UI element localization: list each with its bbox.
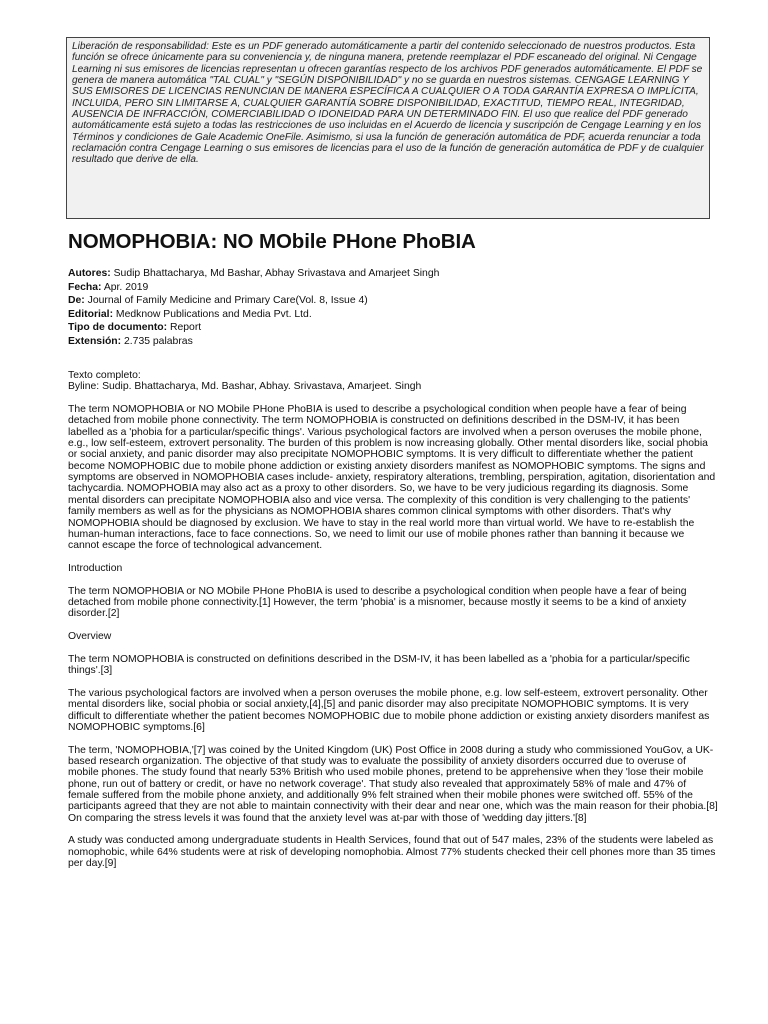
overview-heading: Overview: [68, 631, 112, 643]
article-title: NOMOPHOBIA: NO MObile PHone PhoBIA: [68, 230, 476, 253]
overview-paragraph: The various psychological factors are involved when a person overuses the mobile phone, e.g. low self-esteem, extrovert personality. Other mental disorders like, social phobia or social anxiety,[4],[5] and panic disorder may also precipitate NOMOPHOBIC symptoms. It is very difficult to differentiate whether the patient becomes NOMOPHOBIC due to mobile phone addiction or existing anxiety disorders manifest as NOMOPHOBIC symptoms.[6]: [68, 687, 710, 733]
disclaimer-text: Liberación de responsabilidad: Este es un PDF generado automáticamente a partir del contenido seleccionado de nuestros productos. Esta función se ofrece únicamente para su conveniencia y, de ninguna manera, pretende reemplazar el PDF escaneado del original. Ni Cengage Learning ni sus emisores de licencias representan u ofrecen garantías respecto de los archivos PDF generados automáticamente. El PDF se genera de manera automática "TAL CUAL" y "SEGÚN DISPONIBILIDAD" y no se guarda en nuestros sistemas. CENGAGE LEARNING Y SUS EMISORES DE LICENCIAS RENUNCIAN DE MANERA ESPECÍFICA A CUALQUIER O A TODA GARANTÍA EXPRESA O IMPLÍCITA, INCLUIDA, PERO SIN LIMITARSE A, CUALQUIER GARANTÍA SOBRE DISPONIBILIDAD, EXACTITUD, TIEMPO REAL, INTEGRIDAD, AUSENCIA DE INFRACCIÓN, COMERCIABILIDAD O IDONEIDAD PARA UN DETERMINADO FIN. El uso que realice del PDF generado automáticamente está sujeto a todas las restricciones de uso incluidas en el Acuerdo de licencia y suscripción de Cengage Learning y en los Términos y condiciones de Gale Academic OneFile. Asimismo, si usa la función de generación automática de PDF, acuerda renunciar a toda reclamación contra Cengage Learning o sus emisores de licencias para el uso de la función de generación automática de PDF y de cualquier resultado que derive de ella.: [72, 41, 704, 166]
meta-publisher: [68, 308, 439, 322]
article-metadata: [68, 267, 439, 349]
byline: Byline: Sudip. Bhattacharya, Md. Bashar, Abhay. Srivastava, Amarjeet. Singh: [68, 381, 422, 393]
meta-value: Sudip Bhattacharya, Md Bashar, Abhay Srivastava and Amarjeet Singh: [113, 268, 440, 279]
meta-value: 2.735 palabras: [124, 335, 193, 347]
meta-document-type: [68, 321, 439, 335]
meta-label: Tipo de documento:: [68, 322, 168, 334]
abstract-paragraph: The term NOMOPHOBIA or NO MObile PHone PhoBIA is used to describe a psychological condition when people have a fear of being detached from mobile phone connectivity. The term NOMOPHOBIA is constructed on definitions described in the DSM-IV, it has been labelled as a 'phobia for a particular/specific things'. Various psychological factors are involved when a person overuses the mobile phone, e.g., low self-esteem, extrovert personality. The burden of this problem is now increasing globally. Other mental disorders like, social phobia or social anxiety, and panic disorder may also precipitate NOMOPHOBIC symptoms. It is very difficult to differentiate whether the patient become NOMOPHOBIC due to mobile phone addiction or existing anxiety disorders manifest as NOMOPHOBIC symptoms. The signs and symptoms are observed in NOMOPHOBIA cases include- anxiety, respiratory alterations, trembling, perspiration, agitation, disorientation and tachycardia. NOMOPHOBIA may also act as a proxy to other disorders. So, we have to be very judicious regarding its diagnosis. Some mental disorders can precipitate NOMOPHOBIA also and vice versa. The complexity of this condition is very challenging to the patients' family members as well as for the physicians as NOMOPHOBIA shares common clinical symptoms with other disorders. That's why NOMOPHOBIA should be diagnosed by exclusion. We have to stay in the real world more than virtual world. We have to re-establish the human-human interactions, face to face connections. So, we need to limit our use of mobile phones rather than banning it because we cannot escape the force of technological advancement.: [68, 404, 716, 552]
meta-value: Apr. 2019: [103, 281, 149, 293]
article-body: [68, 370, 718, 881]
meta-label: Editorial:: [68, 308, 114, 320]
overview-paragraph: The term, 'NOMOPHOBIA,'[7] was coined by the United Kingdom (UK) Post Office in 2008 during a study who commissioned YouGov, a UK-based research organization. The objective of that study was to evaluate the possibility of anxiety disorders occurred due to overuse of mobile phones. The study found that nearly 53% British who used mobile phones, pretend to be apprehensive when they 'lose their mobile phone, run out of battery or credit, or have no network coverage'. That study also revealed that approximately 58% of male and 47% of female suffered from the mobile phone anxiety, and additionally 9% felt strained when their mobile phones were switched off. 55% of the participants agreed that they are not able to maintain connectivity with their dear and near one, which was the main reason for their phobia.[8] On comparing the stress levels it was found that the anxiety level was at-par with those of 'wedding day jitters.'[8]: [68, 744, 718, 824]
introduction-paragraph: The term NOMOPHOBIA or NO MObile PHone PhoBIA is used to describe a psychological condition when people have a fear of being detached from mobile phone connectivity.[1] However, the term 'phobia' is a misnomer, because mostly it seems to be a kind of anxiety disorder.[2]: [68, 585, 687, 620]
full-text-label: Texto completo:: [68, 370, 141, 381]
overview-paragraph: A study was conducted among undergraduate students in Health Services, found that out of 547 males, 23% of the students were labeled as nomophobic, while 64% students were at risk of developing nomophobia. Almost 77% students checked their cell phones more than 35 times per day.[9]: [68, 835, 716, 870]
meta-label: Extensión:: [68, 335, 122, 347]
meta-length: [68, 335, 439, 349]
meta-value: Report: [169, 322, 202, 334]
disclaimer-box: [66, 37, 710, 219]
overview-paragraph: The term NOMOPHOBIA is constructed on definitions described in the DSM-IV, it has been labelled as a 'phobia for a particular/specific things'.[3]: [68, 653, 690, 677]
meta-label: Fecha:: [68, 281, 102, 293]
meta-value: Journal of Family Medicine and Primary Care(Vol. 8, Issue 4): [87, 295, 368, 307]
meta-label: De:: [68, 295, 85, 307]
meta-source: [68, 294, 439, 308]
meta-label: Autores:: [68, 268, 111, 279]
introduction-heading: Introduction: [68, 562, 123, 574]
meta-value: Medknow Publications and Media Pvt. Ltd.: [115, 308, 312, 320]
full-text-block: [68, 370, 718, 393]
meta-authors: [68, 267, 439, 281]
meta-date: [68, 281, 439, 295]
